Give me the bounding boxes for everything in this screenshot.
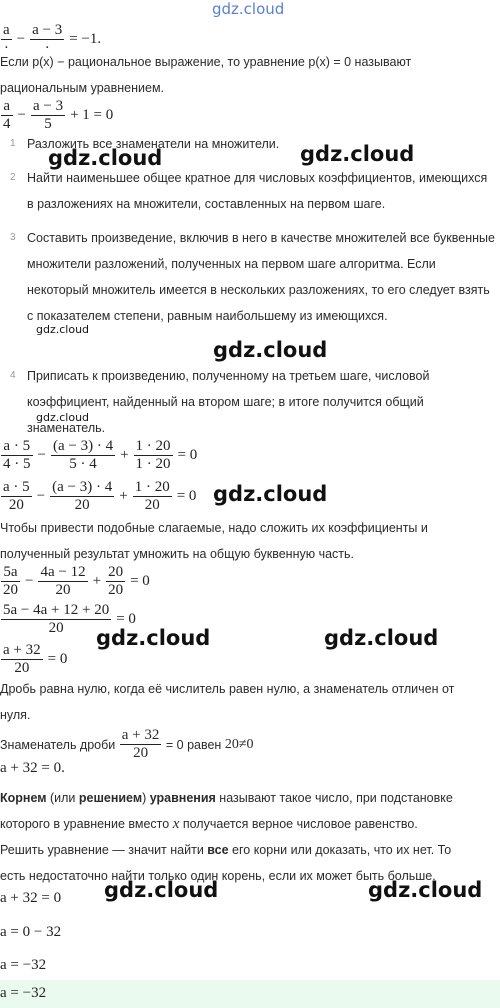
equation-6 bbox=[0, 642, 71, 677]
solution-step-1: a + 32 = 0 bbox=[0, 890, 62, 906]
solution-step-2: a = 0 − 32 bbox=[0, 924, 62, 940]
eq4-f2-num: 4a − 12 bbox=[40, 564, 86, 580]
eq3-f1-num: a · 5 bbox=[3, 479, 30, 495]
watermark: gdz.cloud bbox=[213, 482, 328, 506]
watermark: gdz.cloud bbox=[324, 626, 439, 650]
root-def-w6: называют такое число, при подстановке bbox=[215, 791, 453, 805]
root-def-line2 bbox=[0, 811, 496, 837]
eq3-op2: + bbox=[119, 488, 128, 504]
solve-def-l1c: его корни или доказать, что их нет. То bbox=[228, 843, 452, 857]
root-def-w2: (или bbox=[46, 791, 79, 805]
eq1-f1-den: 4 bbox=[3, 116, 11, 132]
step-2-number: 2 bbox=[10, 172, 16, 183]
watermark: gdz.cloud bbox=[96, 626, 211, 650]
eq1-op1: − bbox=[17, 107, 26, 123]
denominator-frac-num: a + 32 bbox=[121, 727, 160, 743]
eq2-rhs: = 0 bbox=[177, 447, 198, 463]
solve-def-l1a: Решить уравнение — значит найти bbox=[0, 843, 208, 857]
eq1-f2-den: 5 bbox=[44, 116, 52, 132]
final-answer-highlight bbox=[0, 980, 500, 1008]
eq4-f2-den: 20 bbox=[55, 582, 71, 598]
denominator-line bbox=[0, 727, 254, 762]
eq0-op1: − bbox=[16, 31, 26, 47]
eq6-num: a + 32 bbox=[3, 642, 41, 658]
root-def-w5: уравнения bbox=[149, 791, 216, 805]
eq4-op2: + bbox=[92, 573, 102, 589]
solution-step-3: a = −32 bbox=[0, 957, 47, 973]
solve-def-line1 bbox=[0, 837, 496, 863]
denominator-frac-den: 20 bbox=[133, 745, 149, 761]
step-4-text: Приписать к произведению, полученному на третьем шаге, числовой коэффициент, найденный на втором шаге; в итоге получится общий знаменатель. bbox=[27, 369, 430, 435]
final-answer: a = −32 bbox=[0, 985, 47, 1001]
eq0-f2-den: · bbox=[44, 40, 50, 56]
watermark: gdz.cloud bbox=[104, 878, 219, 902]
eq2-f1-den: 4 · 5 bbox=[3, 456, 31, 472]
watermark: gdz.cloud bbox=[368, 878, 483, 902]
step-1-number: 1 bbox=[10, 138, 16, 149]
eq6-rhs: = 0 bbox=[47, 651, 68, 667]
eq3-f3-num: 1 · 20 bbox=[134, 479, 170, 495]
eq2-f3-den: 1 · 20 bbox=[135, 456, 171, 472]
equation-3 bbox=[0, 479, 200, 514]
root-def-w3: решением bbox=[78, 791, 143, 805]
eq3-op1: − bbox=[36, 488, 46, 504]
eq4-rhs: = 0 bbox=[130, 573, 150, 589]
step-4-number: 4 bbox=[10, 370, 16, 381]
zero-fraction-line2: нуля. bbox=[0, 708, 31, 722]
similar-terms-line1: Чтобы привести подобные слагаемые, надо сложить их коэффициенты и bbox=[0, 521, 428, 535]
eq0-rhs: = −1. bbox=[69, 31, 102, 47]
equation-7: a + 32 = 0. bbox=[0, 760, 65, 776]
denominator-tail: 20≠0 bbox=[224, 736, 254, 752]
similar-terms-line2: полученный результат умножить на общую буквенную часть. bbox=[0, 547, 355, 561]
site-watermark-top: gdz.cloud bbox=[212, 0, 285, 18]
watermark: gdz.cloud bbox=[300, 142, 415, 166]
step-2-text: Найти наименьшее общее кратное для числовых коэффициентов, имеющихся в разложениях на множители, составленных на первом шаге. bbox=[27, 171, 488, 211]
eq2-f3-num: 1 · 20 bbox=[135, 438, 171, 454]
rational-def-line1: Если p(x) − рациональное выражение, то уравнение p(x) = 0 называют bbox=[0, 55, 412, 69]
root-def-line2-a: которого в уравнение вместо bbox=[0, 817, 173, 831]
eq3-f1-den: 20 bbox=[8, 497, 24, 513]
watermark-small: gdz.cloud bbox=[36, 323, 90, 336]
step-3-number: 3 bbox=[10, 232, 16, 243]
solve-def-line2: есть недостаточно найти только один корень, если их может быть больше. bbox=[0, 869, 436, 883]
equation-2 bbox=[0, 438, 201, 473]
eq5-num: 5a − 4a + 12 + 20 bbox=[3, 602, 110, 618]
eq2-f2-num: (a − 3) · 4 bbox=[52, 438, 114, 454]
eq3-f2-num: (a − 3) · 4 bbox=[52, 479, 113, 495]
watermark: gdz.cloud bbox=[48, 146, 163, 170]
eq2-f2-den: 5 · 4 bbox=[69, 456, 97, 472]
eq1-f2-num: a − 3 bbox=[32, 98, 64, 114]
eq4-f1-den: 20 bbox=[3, 582, 18, 598]
root-def-line2-b: получается верное числовое равенство. bbox=[179, 817, 418, 831]
eq0-f1-den: · bbox=[3, 40, 9, 56]
zero-fraction-line1: Дробь равна нулю, когда её числитель равен нулю, а знаменатель отличен от bbox=[0, 682, 455, 696]
eq3-f2-den: 20 bbox=[74, 497, 90, 513]
eq2-op2: + bbox=[120, 447, 129, 463]
eq0-f1-num: a bbox=[3, 22, 10, 38]
denominator-prefix: Знаменатель дроби bbox=[0, 737, 116, 752]
eq1-f1-num: a bbox=[1, 98, 13, 116]
eq4-op1: − bbox=[25, 573, 34, 589]
eq5-rhs: = 0 bbox=[116, 611, 136, 627]
root-def-variable: x bbox=[172, 816, 180, 832]
eq5-den: 20 bbox=[48, 620, 64, 636]
equation-4 bbox=[0, 564, 154, 599]
eq4-f1-num: 5a bbox=[1, 564, 20, 582]
root-def-w4: ) bbox=[142, 791, 150, 805]
eq2-f1-num: a · 5 bbox=[1, 438, 33, 456]
denominator-mid: = 0 равен bbox=[165, 737, 222, 752]
rational-def-line2: рациональным уравнением. bbox=[0, 81, 165, 95]
eq2-op1: − bbox=[37, 447, 46, 463]
equation-1 bbox=[0, 98, 117, 133]
eq4-f3-num: 20 bbox=[108, 564, 124, 580]
eq3-rhs: = 0 bbox=[176, 488, 197, 504]
step-1-text: Разложить все знаменатели на множители. bbox=[27, 137, 280, 151]
root-def-w1: Корнем bbox=[0, 791, 47, 805]
eq6-den: 20 bbox=[14, 660, 30, 676]
eq3-f3-den: 20 bbox=[144, 497, 160, 513]
watermark: gdz.cloud bbox=[213, 338, 328, 362]
watermark-small: gdz.cloud bbox=[36, 411, 90, 424]
step-3-text: Составить произведение, включив в него в качестве множителей все буквенные множители разложений, полученных на первом шаге алгоритма. Если некоторый множитель имеется в нескольких разложениях, то его следует взять с показателем степени, равным наибольшему из имеющихся. bbox=[27, 231, 495, 323]
solve-def-l1b: все bbox=[207, 843, 229, 857]
eq0-f2-num: a − 3 bbox=[32, 22, 63, 38]
root-def-line1 bbox=[0, 785, 496, 811]
eq4-f3-den: 20 bbox=[108, 582, 124, 598]
eq1-rest: + 1 = 0 bbox=[70, 107, 114, 123]
